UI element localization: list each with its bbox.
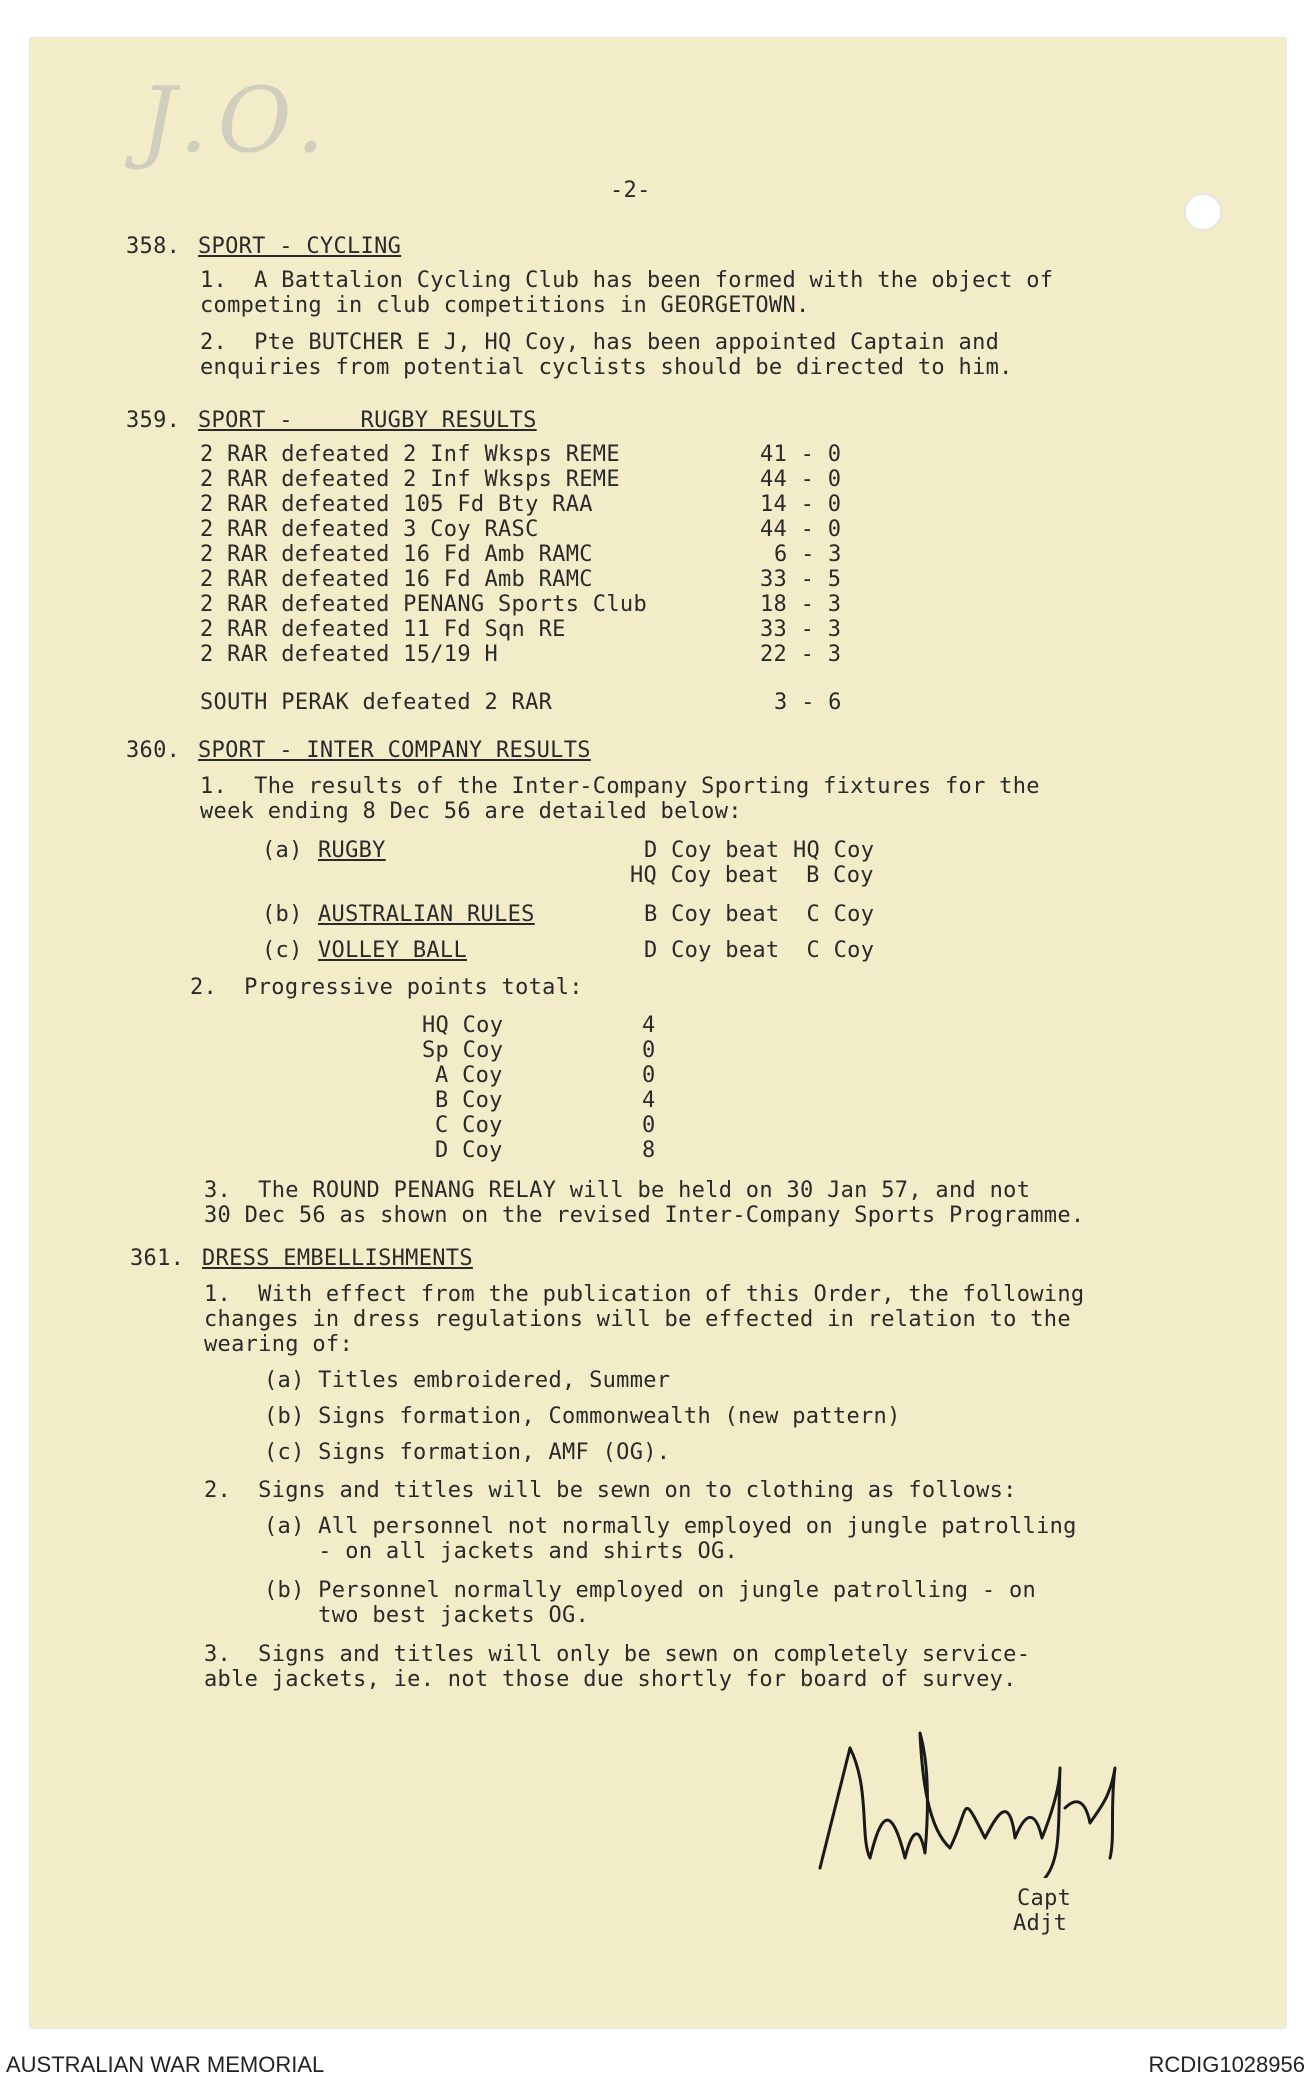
points-value: 0 bbox=[642, 1113, 656, 1138]
points-value: 4 bbox=[642, 1013, 656, 1038]
rugby-result-match: 2 RAR defeated 2 Inf Wksps REME bbox=[200, 442, 620, 467]
pencil-annotation: J.O. bbox=[140, 68, 335, 173]
dress-item: (c) Signs formation, AMF (OG). bbox=[264, 1440, 671, 1465]
fixture-label: (c) bbox=[262, 938, 303, 963]
rugby-result-score: 44 - 0 bbox=[760, 517, 842, 542]
section-361-number: 361. bbox=[130, 1246, 185, 1271]
points-coy: B Coy bbox=[435, 1088, 503, 1113]
section-359-title: SPORT - RUGBY RESULTS bbox=[198, 408, 537, 433]
points-coy: C Coy bbox=[435, 1113, 503, 1138]
fixture-result: D Coy beat C Coy bbox=[644, 938, 875, 963]
section-358-p1-line1: 1. A Battalion Cycling Club has been formed with the object of bbox=[200, 268, 1054, 293]
rugby-result-score: 41 - 0 bbox=[760, 442, 842, 467]
footer-id: RCDIG1028956 bbox=[1148, 2052, 1305, 2077]
fixture-sport: VOLLEY BALL bbox=[318, 938, 467, 963]
document-page bbox=[30, 38, 1286, 2028]
section-361-p1-line1: 1. With effect from the publication of this Order, the following bbox=[204, 1282, 1085, 1307]
section-360-p1-line1: 1. The results of the Inter-Company Sporting fixtures for the bbox=[200, 774, 1040, 799]
points-value: 8 bbox=[642, 1138, 656, 1163]
dress-item: (a) Titles embroidered, Summer bbox=[264, 1368, 671, 1393]
rugby-result-match: 2 RAR defeated 11 Fd Sqn RE bbox=[200, 617, 566, 642]
section-359-number: 359. bbox=[126, 408, 181, 433]
section-358-p1-line2: competing in club competitions in GEORGETOWN. bbox=[200, 293, 810, 318]
rugby-result-score: 33 - 5 bbox=[760, 567, 842, 592]
fixture-label: (a) bbox=[262, 838, 303, 863]
section-360-p2: 2. Progressive points total: bbox=[190, 975, 583, 1000]
rugby-result-score: 18 - 3 bbox=[760, 592, 842, 617]
dress-item: (b) Signs formation, Commonwealth (new pattern) bbox=[264, 1404, 901, 1429]
section-361-title: DRESS EMBELLISHMENTS bbox=[202, 1246, 473, 1271]
fixture-result: D Coy beat HQ Coy bbox=[644, 838, 875, 863]
section-360-title: SPORT - INTER COMPANY RESULTS bbox=[198, 738, 591, 763]
points-coy: D Coy bbox=[435, 1138, 503, 1163]
section-360-p3-line2: 30 Dec 56 as shown on the revised Inter-Company Sports Programme. bbox=[204, 1203, 1085, 1228]
rugby-result-match: 2 RAR defeated 105 Fd Bty RAA bbox=[200, 492, 593, 517]
rugby-result-score: 6 - 3 bbox=[774, 542, 842, 567]
rugby-result-score: 44 - 0 bbox=[760, 467, 842, 492]
section-361-p3-line2: able jackets, ie. not those due shortly for board of survey. bbox=[204, 1667, 1017, 1692]
section-358-p2-line2: enquiries from potential cyclists should be directed to him. bbox=[200, 355, 1013, 380]
section-361-p2b-line1: (b) Personnel normally employed on jungle patrolling - on bbox=[264, 1578, 1037, 1603]
rugby-loss-score: 3 - 6 bbox=[774, 690, 842, 715]
rugby-result-match: 2 RAR defeated 2 Inf Wksps REME bbox=[200, 467, 620, 492]
section-361-p2a-line1: (a) All personnel not normally employed on jungle patrolling bbox=[264, 1514, 1077, 1539]
rugby-result-match: 2 RAR defeated 3 Coy RASC bbox=[200, 517, 539, 542]
rugby-result-score: 14 - 0 bbox=[760, 492, 842, 517]
section-361-p1-line2: changes in dress regulations will be effected in relation to the bbox=[204, 1307, 1071, 1332]
section-361-p2b-line2: two best jackets OG. bbox=[264, 1603, 590, 1628]
points-value: 0 bbox=[642, 1038, 656, 1063]
handwritten-signature bbox=[810, 1728, 1140, 1878]
page-number: -2- bbox=[610, 178, 651, 203]
section-360-p3-line1: 3. The ROUND PENANG RELAY will be held on 30 Jan 57, and not bbox=[204, 1178, 1031, 1203]
fixture-label: (b) bbox=[262, 902, 303, 927]
rugby-result-match: 2 RAR defeated 16 Fd Amb RAMC bbox=[200, 542, 593, 567]
section-361-p2: 2. Signs and titles will be sewn on to clothing as follows: bbox=[204, 1478, 1017, 1503]
section-358-title: SPORT - CYCLING bbox=[198, 234, 402, 259]
footer-source: AUSTRALIAN WAR MEMORIAL bbox=[6, 2052, 325, 2077]
rugby-result-match: 2 RAR defeated PENANG Sports Club bbox=[200, 592, 647, 617]
points-value: 4 bbox=[642, 1088, 656, 1113]
rugby-result-score: 33 - 3 bbox=[760, 617, 842, 642]
rugby-loss-match: SOUTH PERAK defeated 2 RAR bbox=[200, 690, 553, 715]
section-361-p3-line1: 3. Signs and titles will only be sewn on completely service- bbox=[204, 1642, 1031, 1667]
fixture-sport: AUSTRALIAN RULES bbox=[318, 902, 535, 927]
fixture-sport: RUGBY bbox=[318, 838, 386, 863]
section-361-p2a-line2: - on all jackets and shirts OG. bbox=[264, 1539, 739, 1564]
rugby-result-match: 2 RAR defeated 15/19 H bbox=[200, 642, 498, 667]
punch-hole bbox=[1184, 193, 1222, 231]
fixture-result: B Coy beat C Coy bbox=[644, 902, 875, 927]
points-coy: A Coy bbox=[435, 1063, 503, 1088]
section-361-p1-line3: wearing of: bbox=[204, 1332, 353, 1357]
points-value: 0 bbox=[642, 1063, 656, 1088]
signature-appointment: Adjt bbox=[1013, 1911, 1068, 1936]
section-360-p1-line2: week ending 8 Dec 56 are detailed below: bbox=[200, 799, 742, 824]
points-coy: HQ Coy bbox=[422, 1013, 504, 1038]
points-coy: Sp Coy bbox=[422, 1038, 504, 1063]
section-358-number: 358. bbox=[126, 234, 181, 259]
rugby-result-match: 2 RAR defeated 16 Fd Amb RAMC bbox=[200, 567, 593, 592]
rugby-result-score: 22 - 3 bbox=[760, 642, 842, 667]
signature-rank: Capt bbox=[1017, 1886, 1072, 1911]
section-358-p2-line1: 2. Pte BUTCHER E J, HQ Coy, has been appointed Captain and bbox=[200, 330, 1000, 355]
fixture-result: HQ Coy beat B Coy bbox=[630, 863, 874, 888]
section-360-number: 360. bbox=[126, 738, 181, 763]
